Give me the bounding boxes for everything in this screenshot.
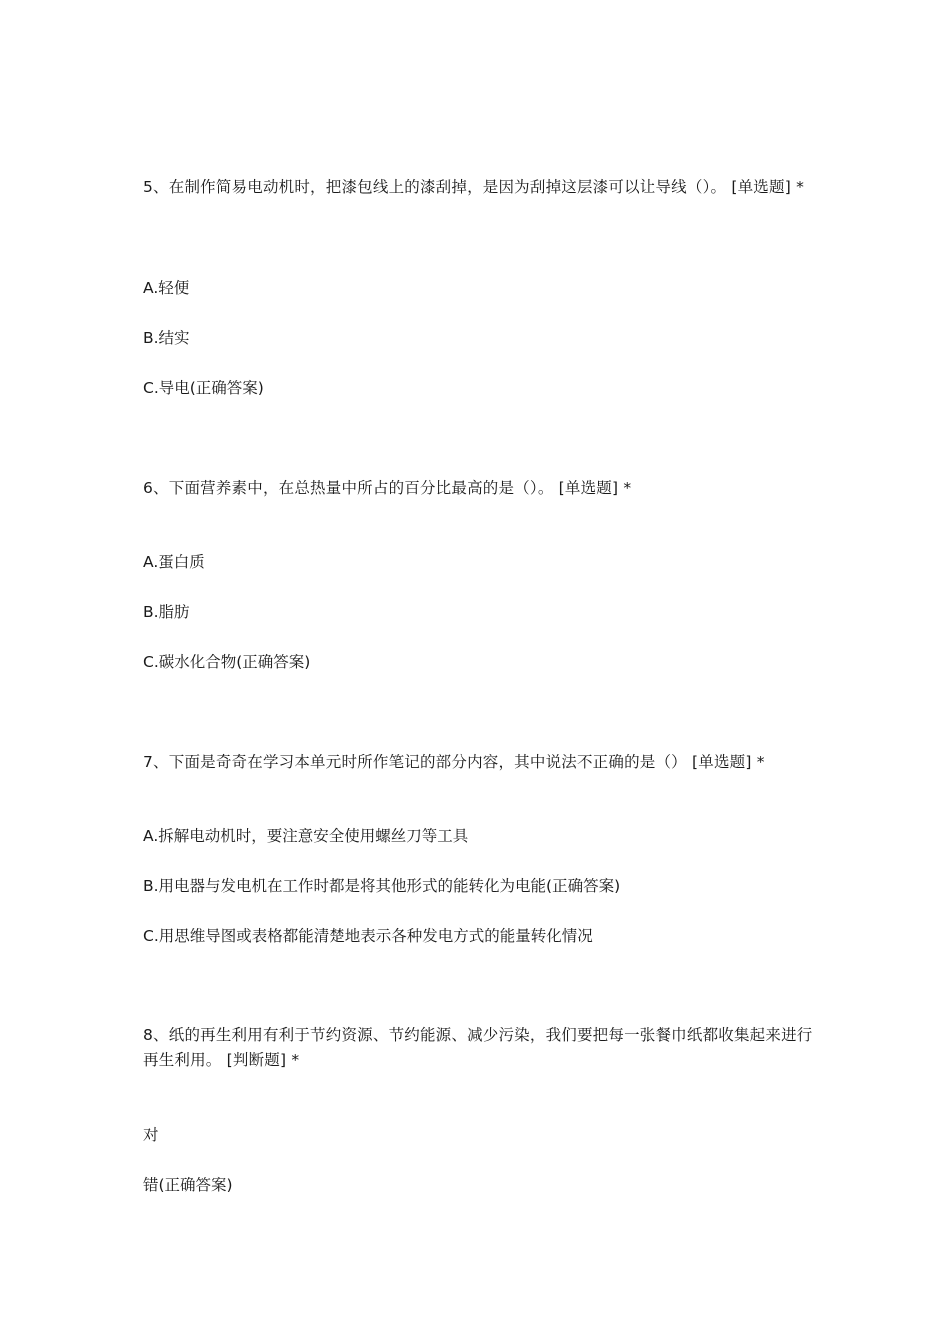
question-7-stem: 7、下面是奇奇在学习本单元时所作笔记的部分内容，其中说法不正确的是（） [单选题] * bbox=[143, 753, 765, 771]
question-7-option-b: B.用电器与发电机在工作时都是将其他形式的能转化为电能(正确答案) bbox=[143, 877, 621, 895]
question-6-stem: 6、下面营养素中，在总热量中所占的百分比最高的是（）。 [单选题] * bbox=[143, 479, 632, 497]
question-8-stem: 8、纸的再生利用有利于节约资源、节约能源、减少污染，我们要把每一张餐巾纸都收集起来进行再生利用。 [判断题] * bbox=[143, 1026, 813, 1069]
question-6-option-a: A.蛋白质 bbox=[143, 553, 205, 571]
question-5-stem: 5、在制作简易电动机时，把漆包线上的漆刮掉，是因为刮掉这层漆可以让导线（）。 [单选题] * bbox=[143, 178, 805, 196]
question-5-option-c: C.导电(正确答案) bbox=[143, 379, 264, 397]
question-6-option-b: B.脂肪 bbox=[143, 603, 190, 621]
question-7-option-a: A.拆解电动机时，要注意安全使用螺丝刀等工具 bbox=[143, 827, 469, 845]
question-5-option-a: A.轻便 bbox=[143, 279, 190, 297]
question-8-option-false: 错(正确答案) bbox=[143, 1176, 233, 1194]
question-5-option-b: B.结实 bbox=[143, 329, 190, 347]
question-6-option-c: C.碳水化合物(正确答案) bbox=[143, 653, 311, 671]
question-7-option-c: C.用思维导图或表格都能清楚地表示各种发电方式的能量转化情况 bbox=[143, 927, 593, 945]
question-8-option-true: 对 bbox=[143, 1126, 159, 1144]
